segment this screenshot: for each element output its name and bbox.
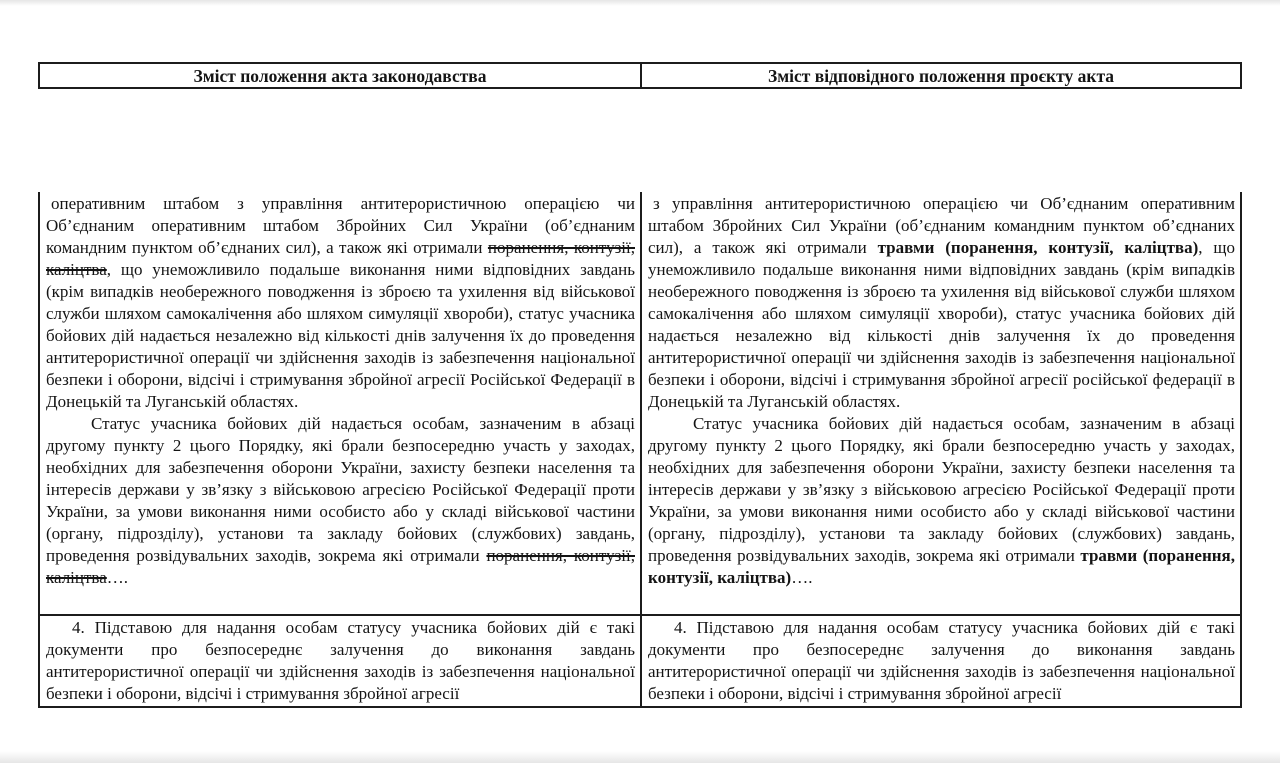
text-run-normal: …. — [106, 568, 129, 587]
page-bottom-shadow — [0, 751, 1280, 763]
header-cell-draft — [640, 64, 1240, 87]
text-run-bold: травми (поранення, контузії, каліцтва) — [648, 546, 1235, 587]
header-cell-law — [40, 64, 640, 87]
paragraph — [46, 617, 635, 705]
comparison-table-body — [38, 192, 1242, 708]
paragraph — [648, 413, 1235, 589]
text-run-bold: травми (поранення, контузії, каліцтва) — [877, 238, 1199, 257]
table-row-point-4 — [38, 614, 1242, 708]
text-run-normal: , що унеможливило подальше виконання ними відповідних завдань (крім випадків необережного поводження із зброєю та ухилення від військової служби шляхом самокалічення або шляхом симуляції хвороби), статус учасника бойових дій надається незалежно від кількості днів залучення їх до проведення антитерористичної операції чи здійснення заходів із забезпечення національної безпеки і оборони, відсічі і стримування збройної агресії Російської Федерації в Донецькій та Луганській областях. — [46, 260, 635, 411]
text-run-normal: з управління антитерористичною операцією чи Об’єднаним оперативним штабом Збройних Сил України (об’єднаним командним пунктом об’єднаних сил), а також які отримали — [648, 194, 1235, 257]
cell-draft-text-row1 — [640, 192, 1240, 614]
text-run-normal: 4. Підставою для надання особам статусу учасника бойових дій є такі документи про безпосереднє залучення до виконання завдань антитерористичної операції чи здійснення заходів із забезпечення національної безпеки і оборони, відсічі і стримування збройної агресії — [46, 618, 635, 703]
text-run-normal: Статус учасника бойових дій надається особам, зазначеним в абзаці другому пункту 2 цього Порядку, які брали безпосередню участь у заходах, необхідних для забезпечення оборони України, захисту безпеки населення та інтересів держави у зв’язку з військовою агресією Російської Федерації проти України, за умови виконання ними особисто або у складі військової частини (органу, підрозділу), установи та закладу бойових (службових) завдань, проведення розвідувальних заходів, зокрема які отримали — [46, 414, 635, 565]
cell-law-text-row2 — [40, 616, 640, 706]
text-run-normal: 4. Підставою для надання особам статусу учасника бойових дій є такі документи про безпосереднє залучення до виконання завдань антитерористичної операції чи здійснення заходів із забезпечення національної безпеки і оборони, відсічі і стримування збройної агресії — [648, 618, 1235, 703]
comparison-table-header — [38, 62, 1242, 89]
paragraph — [46, 413, 635, 589]
paragraph — [648, 617, 1235, 705]
table-row-status-provisions — [38, 192, 1242, 614]
text-run-normal: …. — [791, 568, 813, 587]
text-run-normal: оперативним штабом з управління антитерористичною операцією чи Об’єднаним оперативним штабом Збройних Сил України (об’єднаним командним пунктом об’єднаних сил), а також які отримали — [46, 194, 635, 257]
header-label-draft: Зміст відповідного положення проєкту акта — [767, 65, 1115, 86]
text-run-strike: поранення, контузії, каліцтва — [46, 546, 635, 587]
cell-law-text-row1 — [40, 192, 640, 614]
cell-draft-text-row2 — [640, 616, 1240, 706]
text-run-strike: поранення, контузії, каліцтва — [46, 238, 635, 279]
page-top-shadow — [0, 0, 1280, 6]
text-run-normal: , що унеможливило подальше виконання ними відповідних завдань (крім випадків необережного поводження із зброєю та ухилення від військової служби шляхом самокалічення або шляхом симуляції хвороби), статус учасника бойових дій надається незалежно від кількості днів залучення їх до проведення антитерористичної операції чи здійснення заходів із забезпечення національної безпеки і оборони, відсічі і стримування збройної агресії російської федерації в Донецькій та Луганській областях. — [648, 238, 1235, 411]
text-run-normal: Статус учасника бойових дій надається особам, зазначеним в абзаці другому пункту 2 цього Порядку, які брали безпосередню участь у заходах, необхідних для забезпечення оборони України, захисту безпеки населення та інтересів держави у зв’язку з військовою агресією Російської Федерації проти України, за умови виконання ними особисто або у складі військової частини (органу, підрозділу), установи та закладу бойових (службових) завдань, проведення розвідувальних заходів, зокрема які отримали — [648, 414, 1235, 565]
paragraph — [648, 193, 1235, 413]
header-label-law: Зміст положення акта законодавства — [193, 65, 487, 86]
paragraph — [46, 193, 635, 413]
